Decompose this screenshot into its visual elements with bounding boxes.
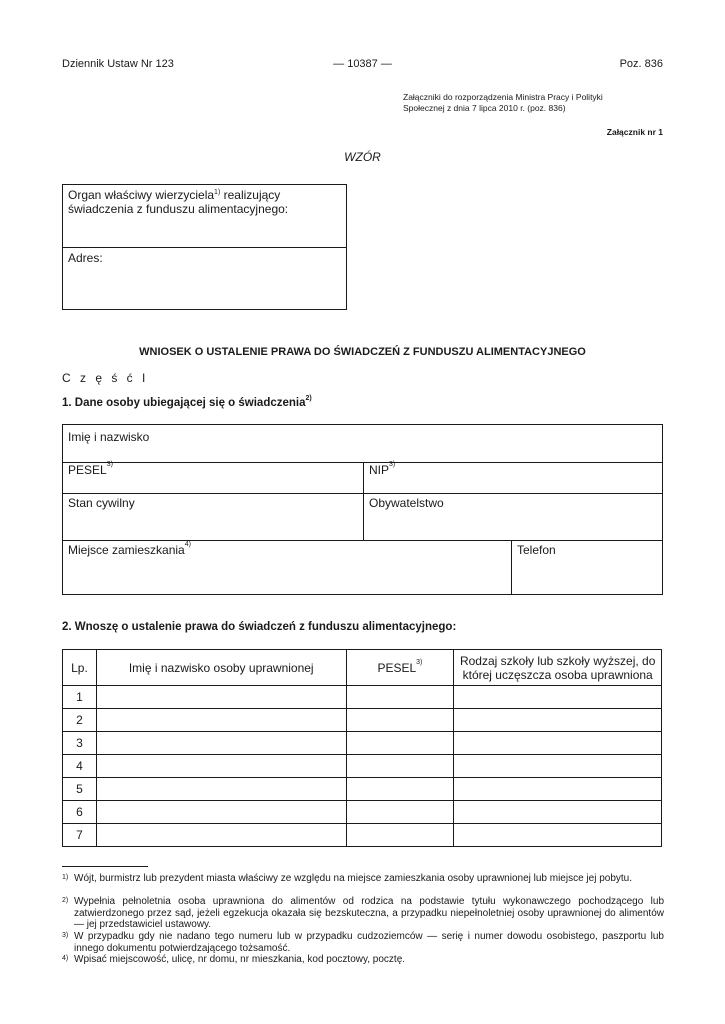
- footnote-3-mark: 3): [62, 932, 69, 939]
- authority-organ-cell[interactable]: [63, 185, 346, 248]
- phone-label: Telefon: [517, 543, 556, 557]
- pesel-field[interactable]: [63, 463, 364, 494]
- row-number: 6: [63, 801, 97, 824]
- citizenship-label: Obywatelstwo: [369, 496, 444, 510]
- row-number: 3: [63, 732, 97, 755]
- footnote-ref-2: 2): [305, 395, 312, 402]
- row-pesel-cell[interactable]: [346, 709, 454, 732]
- residence-label: Miejsce zamieszkania: [68, 543, 185, 557]
- footnote-ref-1: 1): [214, 189, 221, 196]
- column-header-name: Imię i nazwisko osoby uprawnionej: [96, 650, 346, 686]
- row-pesel-cell[interactable]: [346, 778, 454, 801]
- position-number: Poz. 836: [619, 58, 663, 70]
- footnote-2: [62, 896, 664, 931]
- column-header-school: [454, 650, 662, 686]
- row-pesel-cell[interactable]: [346, 732, 454, 755]
- beneficiaries-table: [62, 649, 662, 847]
- table-row: [63, 755, 662, 778]
- footnote-ref-3c: 3): [416, 658, 423, 666]
- template-label: WZÓR: [344, 150, 381, 164]
- table-row: [63, 709, 662, 732]
- footnote-1-text: Wójt, burmistrz lub prezydent miasta właściwy ze względu na miejsce zamieszkania osoby uprawnionej lub miejsce jej pobytu.: [74, 873, 633, 884]
- citizenship-field[interactable]: [364, 494, 662, 541]
- journal-title: Dziennik Ustaw Nr 123: [62, 58, 174, 70]
- nip-field[interactable]: [364, 463, 662, 494]
- table-row: [63, 778, 662, 801]
- footnote-divider: [62, 866, 148, 867]
- row-name-cell[interactable]: [96, 686, 346, 709]
- form-title: WNIOSEK O USTALENIE PRAWA DO ŚWIADCZEŃ Z FUNDUSZU ALIMENTACYJNEGO: [139, 346, 586, 358]
- table-row: [63, 824, 662, 847]
- row-pesel-cell[interactable]: [346, 801, 454, 824]
- footnote-1-mark: 1): [62, 874, 69, 881]
- marital-label: Stan cywilny: [68, 496, 135, 510]
- name-label: Imię i nazwisko: [68, 430, 150, 444]
- row-number: 4: [63, 755, 97, 778]
- organ-label-cont: realizujący: [220, 188, 281, 202]
- section-2-heading: 2. Wnoszę o ustalenie prawa do świadczeń z funduszu alimentacyjnego:: [62, 621, 457, 633]
- footnote-4-text: Wpisać miejscowość, ulicę, nr domu, nr mieszkania, kod pocztowy, pocztę.: [74, 954, 406, 965]
- authority-address-cell[interactable]: [63, 248, 346, 309]
- footnote-4-mark: 4): [62, 955, 69, 962]
- footnote-3-text: W przypadku gdy nie nadano tego numeru lub w przypadku cudzoziemców — serię i numer dowodu osobistego, paszportu lub innego dokumentu potwierdzającego tożsamość.: [74, 931, 664, 954]
- footnote-ref-3b: 3): [389, 461, 396, 468]
- row-school-cell[interactable]: [454, 755, 662, 778]
- row-name-cell[interactable]: [96, 801, 346, 824]
- footnote-3: [62, 931, 664, 954]
- column-header-pesel: [346, 650, 454, 686]
- footnote-2-text: Wypełnia pełnoletnia osoba uprawniona do alimentów od rodzica na podstawie tytułu wykonawczego pochodzącego lub zatwierdzonego przez sąd, jeżeli egzekucja okazała się bezskuteczna, a przypadku niepełnoletniej osoby uprawnionej do alimentów — jej przedstawiciel ustawowy.: [74, 896, 664, 930]
- row-school-cell[interactable]: [454, 778, 662, 801]
- table-row: [63, 732, 662, 755]
- row-name-cell[interactable]: [96, 732, 346, 755]
- name-field[interactable]: [63, 425, 662, 463]
- nip-label: NIP: [369, 463, 390, 477]
- annex-line-1: Załączniki do rozporządzenia Ministra Pracy i Polityki: [403, 92, 603, 102]
- row-school-cell[interactable]: [454, 801, 662, 824]
- phone-field[interactable]: [512, 541, 662, 594]
- organ-label-line-2: świadczenia z funduszu alimentacyjnego:: [68, 202, 289, 216]
- marital-status-field[interactable]: [63, 494, 364, 541]
- part-label: C z ę ś ć I: [62, 371, 149, 385]
- address-label: Adres:: [68, 251, 103, 265]
- section-1-heading-text: 1. Dane osoby ubiegającej się o świadczenia: [62, 397, 306, 409]
- annex-note: [403, 92, 663, 114]
- table-header-row: [63, 650, 662, 686]
- table-row: [63, 801, 662, 824]
- footnote-2-mark: 2): [62, 897, 69, 904]
- school-header-line-1: Rodzaj szkoły lub szkoły wyższej, do: [459, 653, 656, 668]
- annex-number: Załącznik nr 1: [606, 127, 663, 137]
- footnote-ref-3: 3): [106, 461, 113, 468]
- footnote-ref-4: 4): [184, 541, 191, 548]
- pesel-header-label: PESEL: [377, 660, 417, 675]
- row-name-cell[interactable]: [96, 755, 346, 778]
- pesel-label: PESEL: [68, 463, 107, 477]
- row-number: 5: [63, 778, 97, 801]
- row-pesel-cell[interactable]: [346, 755, 454, 778]
- column-header-lp: Lp.: [63, 650, 97, 686]
- page-number: — 10387 —: [333, 58, 392, 70]
- section-1-heading: [62, 397, 312, 409]
- row-school-cell[interactable]: [454, 686, 662, 709]
- footnote-1: [62, 873, 664, 885]
- row-school-cell[interactable]: [454, 824, 662, 847]
- authority-box: [62, 184, 347, 310]
- row-number: 7: [63, 824, 97, 847]
- row-number: 1: [63, 686, 97, 709]
- residence-field[interactable]: [63, 541, 512, 594]
- row-school-cell[interactable]: [454, 709, 662, 732]
- applicant-data-box: [62, 424, 663, 595]
- annex-line-2: Społecznej z dnia 7 lipca 2010 r. (poz. 836): [403, 103, 566, 113]
- row-name-cell[interactable]: [96, 709, 346, 732]
- row-name-cell[interactable]: [96, 778, 346, 801]
- row-number: 2: [63, 709, 97, 732]
- footnote-4: [62, 954, 664, 966]
- school-header-line-2: której uczęszcza osoba uprawniona: [462, 667, 653, 682]
- row-name-cell[interactable]: [96, 824, 346, 847]
- organ-label: Organ właściwy wierzyciela: [68, 188, 215, 202]
- table-row: [63, 686, 662, 709]
- row-school-cell[interactable]: [454, 732, 662, 755]
- row-pesel-cell[interactable]: [346, 824, 454, 847]
- row-pesel-cell[interactable]: [346, 686, 454, 709]
